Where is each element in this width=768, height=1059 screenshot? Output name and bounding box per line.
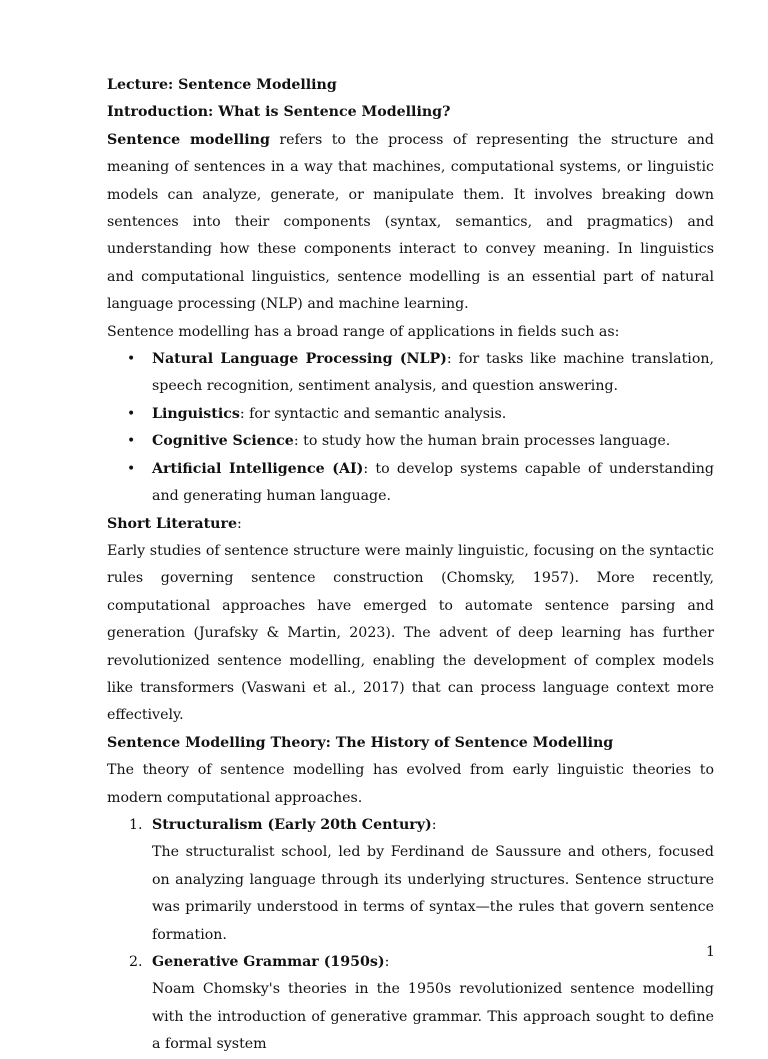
field-desc: : for tasks like machine translation, speech recognition, sentiment analysis, and question answering. [152,351,715,395]
literature-heading-colon: : [236,515,242,532]
literature-paragraph: Early studies of sentence structure were mainly linguistic, focusing on the syntactic rules governing sentence construction (Chomsky, 1957). More recently, computational approaches have emerged to automate sentence parsing and generation (Jurafsky & Martin, 2023). The advent of deep learning has further revolutionized sentence modelling, enabling the development of complex models like transformers (Vaswani et al., 2017) that can process language context more effectively. [107,542,714,724]
bullet-icon: • [127,351,136,368]
literature-heading [107,511,714,538]
list-item [107,456,714,511]
intro-heading: Introduction: What is Sentence Modelling? [107,104,451,121]
page-number: 1 [706,944,715,960]
bullet-icon: • [127,460,136,477]
theory-heading: Sentence Modelling Theory: The History of Sentence Modelling [107,734,614,751]
lecture-title: Lecture: Sentence Modelling [107,77,337,93]
theory-intro: The theory of sentence modelling has evolved from early linguistic theories to modern computational approaches. [107,762,714,806]
field-name: Cognitive Science [152,433,294,450]
item-colon: : [431,816,437,833]
field-desc: : to develop systems capable of understanding and generating human language. [152,460,714,505]
field-name: Natural Language Processing (NLP) [152,351,447,368]
intro-paragraph [107,127,714,319]
field-desc: : for syntactic and semantic analysis. [239,405,507,422]
list-item [107,401,714,428]
item-title: Structuralism (Early 20th Century) [152,816,432,833]
document-page [107,72,714,1059]
applications-intro: Sentence modelling has a broad range of applications in fields such as: [107,323,620,340]
literature-heading-text: Short Literature [107,515,237,532]
field-desc: : to study how the human brain processes language. [293,433,671,450]
list-item [107,428,714,455]
item-number: 1. [129,816,143,833]
intro-term: Sentence modelling [107,131,270,148]
item-number: 2. [129,954,143,970]
bullet-icon: • [127,405,136,422]
item-desc: The structuralist school, led by Ferdinand de Saussure and others, focused on analyzing language through its underlying structures. Sentence structure was primarily understood in terms of syntax—the rules that govern sentence formation. [152,844,714,943]
item-desc: Noam Chomsky's theories in the 1950s revolutionized sentence modelling with the introduction of generative grammar. This approach sought to define a formal system [152,981,714,1053]
bullet-icon: • [127,433,136,450]
list-item [107,949,714,1059]
applications-list [107,346,714,510]
list-item [107,812,714,949]
item-colon: : [384,954,390,970]
theory-list [107,812,714,1059]
intro-text: refers to the process of representing the structure and meaning of sentences in a way that machines, computational systems, or linguistic models can analyze, generate, or manipulate them. It involves breaking down sentences into their components (syntax, semantics, and pragmatics) and understanding how these components interact to convey meaning. In linguistics and computational linguistics, sentence modelling is an essential part of natural language processing (NLP) and machine learning. [107,131,714,313]
field-name: Artificial Intelligence (AI) [152,460,364,477]
field-name: Linguistics [152,405,240,422]
list-item [107,346,714,401]
item-title: Generative Grammar (1950s) [152,954,385,970]
